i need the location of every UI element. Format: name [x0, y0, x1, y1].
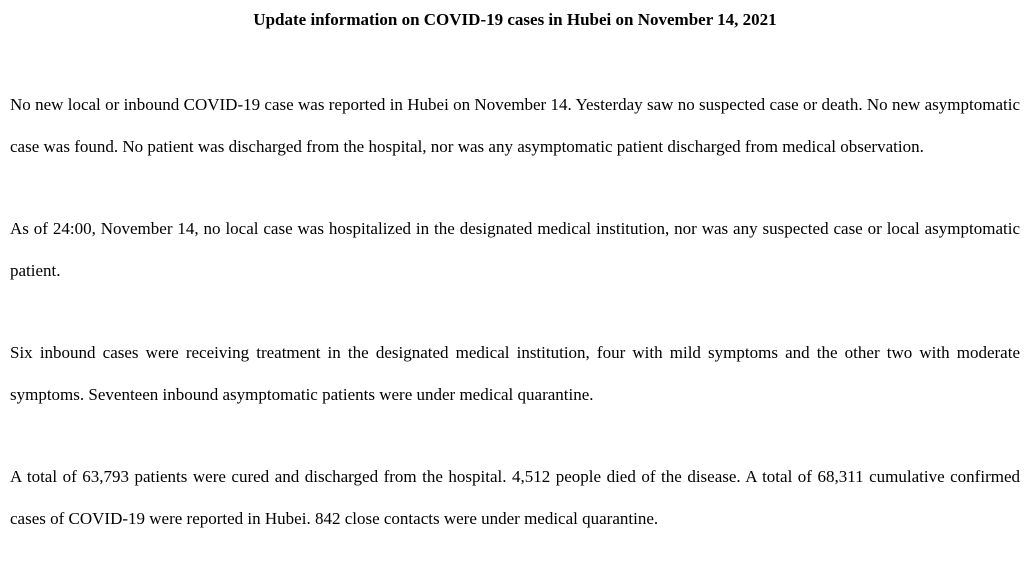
paragraph-new-cases: No new local or inbound COVID-19 case was reported in Hubei on November 14. Yesterday saw no suspected case or death. No new asymptomatic case was found. No patient was discharged from the hospital, nor was any asymptomatic patient discharged from medical observation. [10, 95, 1020, 156]
paragraph-inbound-treatment: Six inbound cases were receiving treatment in the designated medical institution, four with mild symptoms and the other two with moderate symptoms. Seventeen inbound asymptomatic patients were under medical quarantine. [10, 343, 1020, 404]
document-page [10, 0, 1020, 539]
document-title: Update information on COVID-19 cases in Hubei on November 14, 2021 [253, 10, 777, 29]
paragraph-hospitalized: As of 24:00, November 14, no local case was hospitalized in the designated medical institution, nor was any suspected case or local asymptomatic patient. [10, 219, 1020, 280]
paragraph-cumulative-totals: A total of 63,793 patients were cured and discharged from the hospital. 4,512 people died of the disease. A total of 68,311 cumulative confirmed cases of COVID-19 were reported in Hubei. 842 close contacts were under medical quarantine. [10, 467, 1020, 528]
